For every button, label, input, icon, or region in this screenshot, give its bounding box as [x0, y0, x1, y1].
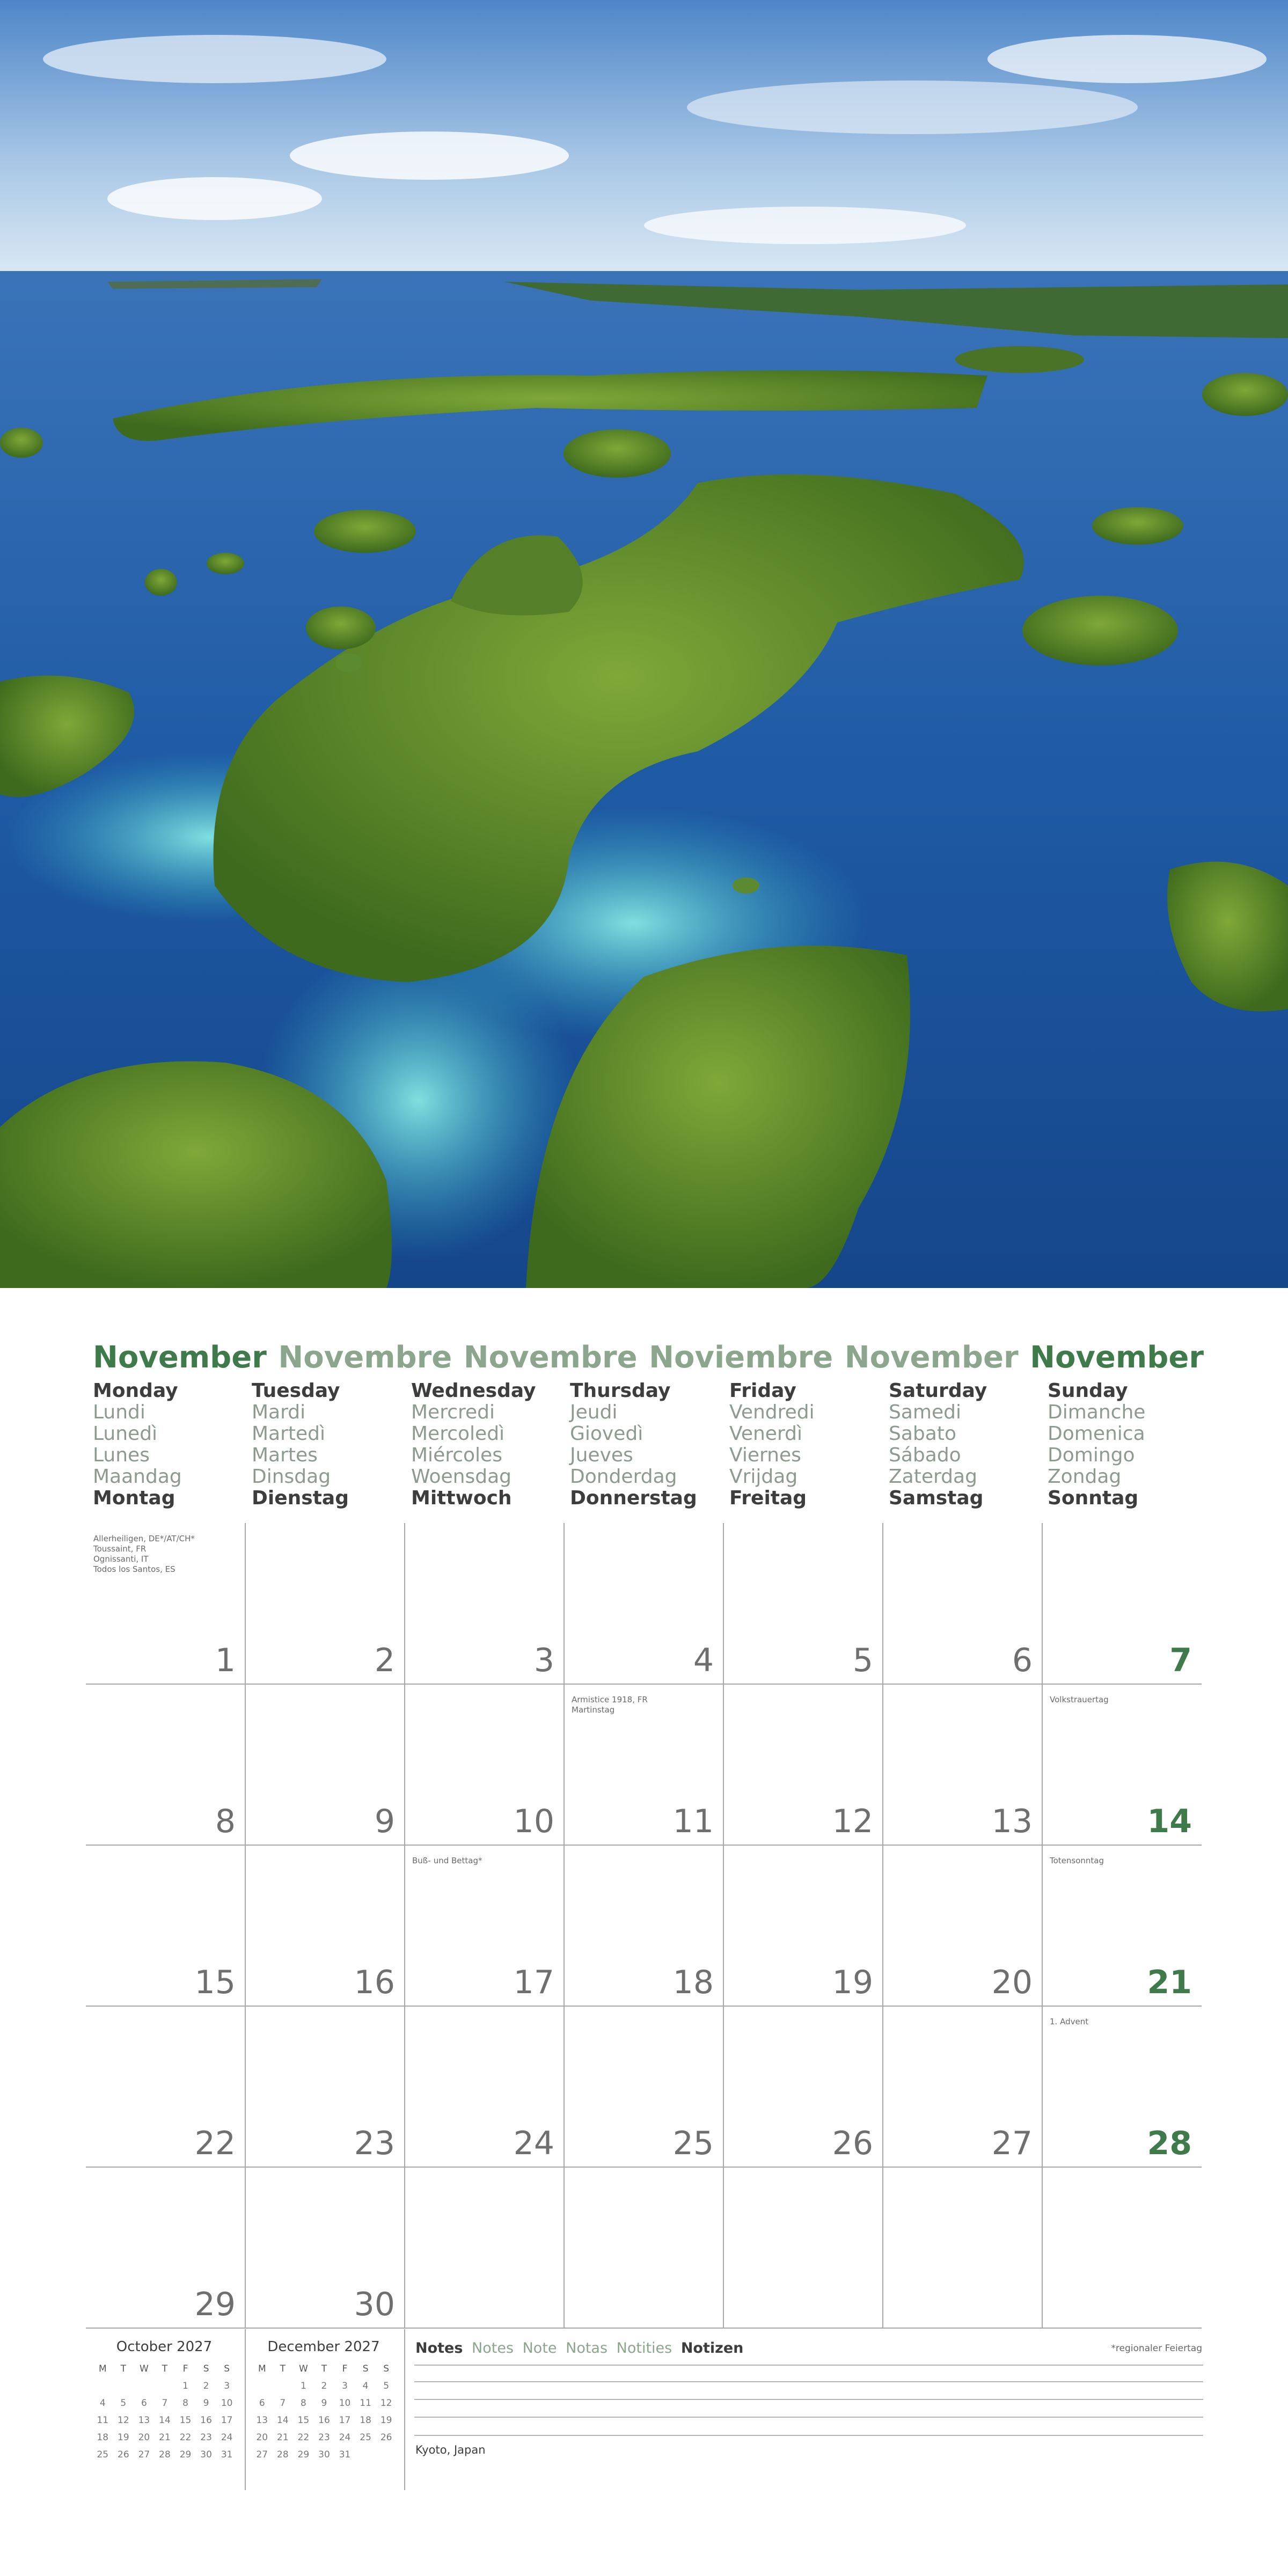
mini-calendar-weekday-row — [252, 2360, 397, 2377]
mini-calendar-day: 7 — [162, 2398, 168, 2409]
mini-calendar-day: 12 — [380, 2398, 392, 2409]
day-cell — [723, 1684, 883, 1845]
day-cell — [883, 2006, 1042, 2167]
mini-calendar-day: 1 — [182, 2381, 188, 2391]
mini-calendar-day: 9 — [321, 2398, 327, 2409]
weekday-nl: Maandag — [93, 1466, 182, 1488]
mini-calendar-weekday: M — [258, 2363, 266, 2374]
day-number: 17 — [513, 1964, 554, 2001]
mini-calendar-week — [92, 2412, 237, 2429]
weekday-es: Jueves — [570, 1444, 633, 1466]
month-name-de: November — [1030, 1340, 1204, 1375]
day-cell — [405, 1523, 564, 1684]
mini-calendar-weekday: M — [98, 2363, 107, 2374]
notes-label-fr: Notes — [472, 2340, 514, 2357]
weekday-header-thursday — [570, 1380, 726, 1509]
day-cell — [1042, 1523, 1202, 1684]
mini-calendar-day: 22 — [179, 2432, 192, 2443]
day-cell — [245, 1845, 405, 2006]
notes-line — [414, 2417, 1203, 2418]
notes-heading — [415, 2340, 748, 2357]
mini-calendar-day: 20 — [138, 2432, 150, 2443]
mini-calendar-day: 22 — [297, 2432, 310, 2443]
day-number: 14 — [1147, 1803, 1192, 1840]
weekday-en: Sunday — [1048, 1380, 1128, 1402]
weekday-header-monday — [93, 1380, 248, 1509]
mini-calendar-day: 19 — [380, 2415, 392, 2426]
mini-calendar-day: 6 — [259, 2398, 265, 2409]
mini-calendar-day: 11 — [97, 2415, 109, 2426]
mini-calendar-day: 31 — [339, 2449, 351, 2460]
mini-calendar-day: 25 — [360, 2432, 371, 2443]
weekday-de: Freitag — [729, 1487, 807, 1509]
weekday-nl: Zaterdag — [889, 1466, 977, 1488]
mini-calendar-day: 16 — [318, 2415, 330, 2426]
weekday-header-sunday — [1048, 1380, 1203, 1509]
weekday-en: Thursday — [570, 1380, 671, 1402]
mini-calendar-weekday: S — [362, 2363, 369, 2374]
day-number: 15 — [194, 1964, 236, 2001]
notes-line — [414, 2399, 1203, 2400]
weekday-fr: Lundi — [93, 1401, 145, 1423]
holiday-note: 1. Advent — [1050, 2017, 1089, 2026]
mini-calendar-day: 27 — [138, 2449, 150, 2460]
day-number: 12 — [832, 1803, 873, 1840]
day-number: 9 — [374, 1803, 395, 1840]
day-cell — [723, 1845, 883, 2006]
mini-calendar-week — [252, 2377, 397, 2395]
notes-line — [414, 2435, 1203, 2436]
mini-calendar-weekday: T — [162, 2363, 168, 2374]
weekday-en: Tuesday — [252, 1380, 340, 1402]
mini-calendar-day: 5 — [383, 2381, 390, 2391]
day-number: 25 — [672, 2125, 714, 2162]
day-number: 18 — [672, 1964, 714, 2001]
mini-calendar-weekday: T — [280, 2363, 286, 2374]
mini-calendar-day: 18 — [360, 2415, 371, 2426]
mini-calendar-day: 10 — [221, 2398, 233, 2409]
day-cell — [86, 1523, 245, 1684]
day-cell — [564, 2006, 723, 2167]
mini-calendar-weekday: T — [321, 2363, 327, 2374]
weekday-header-friday — [729, 1380, 885, 1509]
weekday-fr: Mercredi — [411, 1401, 495, 1423]
mini-calendar-week — [92, 2395, 237, 2412]
day-number: 6 — [1012, 1642, 1033, 1679]
weekday-es: Sábado — [889, 1444, 961, 1466]
mini-calendar-weekday: W — [299, 2363, 308, 2374]
mini-calendar-weekday: F — [182, 2363, 188, 2374]
mini-calendar-day: 17 — [221, 2415, 233, 2426]
holiday-note: Volkstrauertag — [1050, 1695, 1109, 1704]
weekday-fr: Dimanche — [1048, 1401, 1146, 1423]
day-number: 3 — [533, 1642, 554, 1679]
mini-calendar-day: 29 — [179, 2449, 192, 2460]
day-number: 2 — [374, 1642, 395, 1679]
mini-calendar-day: 7 — [280, 2398, 286, 2409]
holiday-note: Armistice 1918, FR Martinstag — [572, 1695, 648, 1715]
mini-calendar-day: 3 — [342, 2381, 348, 2391]
mini-calendar-day: 21 — [159, 2432, 171, 2443]
day-cell — [1042, 1845, 1202, 2006]
mini-calendar-day: 11 — [360, 2398, 371, 2409]
weekday-de: Donnerstag — [570, 1487, 697, 1509]
mini-calendar-day: 9 — [203, 2398, 209, 2409]
mini-calendar-day: 8 — [300, 2398, 306, 2409]
weekday-it: Domenica — [1048, 1423, 1145, 1445]
day-cell — [405, 1845, 564, 2006]
day-cell — [245, 2006, 405, 2167]
weekday-nl: Vrijdag — [729, 1466, 798, 1488]
mini-calendar-weekday: S — [203, 2363, 209, 2374]
mini-calendar-day: 17 — [339, 2415, 351, 2426]
weekday-header-saturday — [889, 1380, 1044, 1509]
weekday-es: Domingo — [1048, 1444, 1135, 1466]
mini-calendar-day: 1 — [300, 2381, 306, 2391]
weekday-fr: Mardi — [252, 1401, 306, 1423]
mini-calendar-day — [92, 2377, 113, 2395]
month-grid — [86, 1523, 1203, 2328]
mini-calendar-day: 15 — [297, 2415, 310, 2426]
weekday-it: Sabato — [889, 1423, 956, 1445]
mini-calendar-day: 14 — [159, 2415, 171, 2426]
month-title-row — [93, 1330, 1204, 1373]
notes-label-de: Notizen — [680, 2340, 744, 2357]
notes-label-es: Notas — [566, 2340, 608, 2357]
weekday-fr: Jeudi — [570, 1401, 618, 1423]
day-cell — [86, 2006, 245, 2167]
day-cell — [245, 1684, 405, 1845]
mini-calendar-day: 4 — [362, 2381, 369, 2391]
weekday-fr: Samedi — [889, 1401, 961, 1423]
month-name-es: Noviembre — [649, 1340, 833, 1375]
mini-calendar-day: 13 — [256, 2415, 268, 2426]
divider — [404, 2329, 405, 2490]
mini-calendar-day: 23 — [318, 2432, 330, 2443]
day-number: 4 — [693, 1642, 714, 1679]
mini-calendar-day: 2 — [203, 2381, 209, 2391]
day-number: 26 — [832, 2125, 873, 2162]
day-cell — [405, 1684, 564, 1845]
weekday-fr: Vendredi — [729, 1401, 815, 1423]
day-number: 11 — [672, 1803, 714, 1840]
month-name-en: November — [93, 1340, 267, 1375]
mini-calendar-weekday: S — [224, 2363, 230, 2374]
mini-calendar-day: 18 — [97, 2432, 109, 2443]
mini-calendar-week — [252, 2395, 397, 2412]
weekday-es: Viernes — [729, 1444, 801, 1466]
day-number: 28 — [1147, 2125, 1192, 2162]
mini-calendar-day: 20 — [256, 2432, 268, 2443]
mini-calendar-weekday: S — [383, 2363, 390, 2374]
day-number: 8 — [215, 1803, 236, 1840]
day-cell — [564, 1523, 723, 1684]
day-cell — [564, 1684, 723, 1845]
weekday-es: Miércoles — [411, 1444, 502, 1466]
weekday-nl: Dinsdag — [252, 1466, 331, 1488]
holiday-note: Buß- und Bettag* — [412, 1856, 482, 1865]
mini-calendar-day — [134, 2377, 155, 2395]
day-number: 13 — [991, 1803, 1033, 1840]
mini-calendar-day: 24 — [221, 2432, 233, 2443]
mini-calendar-day: 26 — [380, 2432, 392, 2443]
mini-calendar-week — [252, 2412, 397, 2429]
notes-line — [414, 2365, 1203, 2366]
day-cell — [1042, 1684, 1202, 1845]
mini-calendar-next — [248, 2339, 399, 2463]
weekday-it: Lunedì — [93, 1423, 158, 1445]
day-cell — [564, 1845, 723, 2006]
weekday-it: Giovedì — [570, 1423, 643, 1445]
mini-calendar-day: 14 — [277, 2415, 289, 2426]
day-number: 27 — [991, 2125, 1033, 2162]
mini-calendar-day: 13 — [138, 2415, 150, 2426]
mini-calendar-day: 15 — [179, 2415, 192, 2426]
month-name-fr: Novembre — [278, 1340, 452, 1375]
mini-calendar-day: 12 — [118, 2415, 129, 2426]
day-number: 1 — [215, 1642, 236, 1679]
weekday-en: Wednesday — [411, 1380, 536, 1402]
weekday-de: Samstag — [889, 1487, 984, 1509]
holiday-note: Allerheiligen, DE*/AT/CH* Toussaint, FR Ognissanti, IT Todos los Santos, ES — [93, 1534, 195, 1574]
mini-calendar-weekday: F — [342, 2363, 348, 2374]
mini-calendar-day: 31 — [221, 2449, 233, 2460]
day-cell — [86, 2167, 245, 2328]
mini-calendar-day — [355, 2446, 376, 2463]
day-number: 24 — [513, 2125, 554, 2162]
weekday-it: Martedì — [252, 1423, 326, 1445]
weekday-header-tuesday — [252, 1380, 407, 1509]
photo-location-caption: Kyoto, Japan — [415, 2443, 486, 2456]
mini-calendar-week — [252, 2446, 397, 2463]
mini-calendar-title: December 2027 — [267, 2339, 380, 2355]
weekday-nl: Zondag — [1048, 1466, 1122, 1488]
day-number: 21 — [1147, 1964, 1192, 2001]
weekday-de: Mittwoch — [411, 1487, 512, 1509]
mini-calendar-title: October 2027 — [116, 2339, 213, 2355]
mini-calendar-day: 28 — [159, 2449, 171, 2460]
mini-calendar-day: 30 — [318, 2449, 330, 2460]
day-number: 20 — [991, 1964, 1033, 2001]
day-number: 19 — [832, 1964, 873, 2001]
day-number: 29 — [194, 2286, 236, 2323]
mini-calendar-day: 26 — [118, 2449, 129, 2460]
day-cell — [86, 1845, 245, 2006]
weekday-es: Lunes — [93, 1444, 150, 1466]
mini-calendar-weekday-row — [92, 2360, 237, 2377]
day-cell — [405, 2006, 564, 2167]
mini-calendar-day: 28 — [277, 2449, 289, 2460]
notes-label-en: Notes — [415, 2340, 463, 2357]
day-number: 16 — [354, 1964, 395, 2001]
mini-calendar-weekday: T — [120, 2363, 127, 2374]
day-number: 10 — [513, 1803, 554, 1840]
mini-calendar-day: 6 — [141, 2398, 147, 2409]
notes-label-nl: Notities — [616, 2340, 672, 2357]
day-cell — [883, 1523, 1042, 1684]
mini-calendar-day: 4 — [99, 2398, 106, 2409]
weekday-de: Sonntag — [1048, 1487, 1139, 1509]
day-number: 30 — [354, 2286, 395, 2323]
weekday-de: Montag — [93, 1487, 175, 1509]
mini-calendar-day: 30 — [200, 2449, 212, 2460]
mini-calendar-day: 10 — [339, 2398, 351, 2409]
day-number: 23 — [354, 2125, 395, 2162]
month-name-it: Novembre — [463, 1340, 638, 1375]
day-cell — [1042, 2006, 1202, 2167]
weekday-header-wednesday — [411, 1380, 567, 1509]
weekday-it: Mercoledì — [411, 1423, 505, 1445]
mini-calendar-day: 25 — [97, 2449, 109, 2460]
mini-calendar-day — [273, 2377, 294, 2395]
day-cell — [723, 2006, 883, 2167]
month-name-nl: November — [844, 1340, 1019, 1375]
weekday-it: Venerdì — [729, 1423, 802, 1445]
mini-calendar-table — [92, 2360, 237, 2463]
holiday-note: Totensonntag — [1050, 1856, 1104, 1865]
day-cell — [883, 1845, 1042, 2006]
weekday-nl: Donderdag — [570, 1466, 677, 1488]
mini-calendar-day: 8 — [182, 2398, 188, 2409]
notes-line — [414, 2381, 1203, 2382]
day-number: 5 — [852, 1642, 873, 1679]
notes-label-it: Note — [522, 2340, 557, 2357]
mini-calendar-day: 27 — [256, 2449, 268, 2460]
mini-calendar-day — [113, 2377, 134, 2395]
mini-calendar-week — [92, 2446, 237, 2463]
mini-calendar-day: 5 — [120, 2398, 127, 2409]
mini-calendar-table — [252, 2360, 397, 2463]
mini-calendar-week — [252, 2429, 397, 2446]
mini-calendar-week — [92, 2377, 237, 2395]
day-cell — [245, 1523, 405, 1684]
mini-calendar-day: 23 — [200, 2432, 212, 2443]
mini-calendar-day: 21 — [277, 2432, 289, 2443]
mini-calendar-day: 19 — [118, 2432, 129, 2443]
mini-calendar-day: 29 — [297, 2449, 310, 2460]
day-cell — [86, 1684, 245, 1845]
day-cell — [723, 1523, 883, 1684]
weekday-en: Saturday — [889, 1380, 987, 1402]
day-number: 22 — [194, 2125, 236, 2162]
day-number: 7 — [1169, 1642, 1192, 1679]
mini-calendar-day: 3 — [224, 2381, 230, 2391]
weekday-nl: Woensdag — [411, 1466, 511, 1488]
day-cell — [883, 1684, 1042, 1845]
weekday-en: Friday — [729, 1380, 796, 1402]
divider — [245, 2329, 246, 2490]
mini-calendar-day — [376, 2446, 397, 2463]
mini-calendar-day — [155, 2377, 175, 2395]
mini-calendar-day: 2 — [321, 2381, 327, 2391]
mini-calendar-day: 24 — [339, 2432, 351, 2443]
mini-calendar-week — [92, 2429, 237, 2446]
weekday-en: Monday — [93, 1380, 178, 1402]
mini-calendar-day: 16 — [200, 2415, 212, 2426]
mini-calendar-previous — [89, 2339, 239, 2463]
weekday-es: Martes — [252, 1444, 318, 1466]
mini-calendar-weekday: W — [140, 2363, 149, 2374]
holiday-footnote: *regionaler Feiertag — [1111, 2343, 1202, 2354]
mini-calendar-day — [252, 2377, 273, 2395]
day-cell — [245, 2167, 405, 2328]
weekday-de: Dienstag — [252, 1487, 349, 1509]
